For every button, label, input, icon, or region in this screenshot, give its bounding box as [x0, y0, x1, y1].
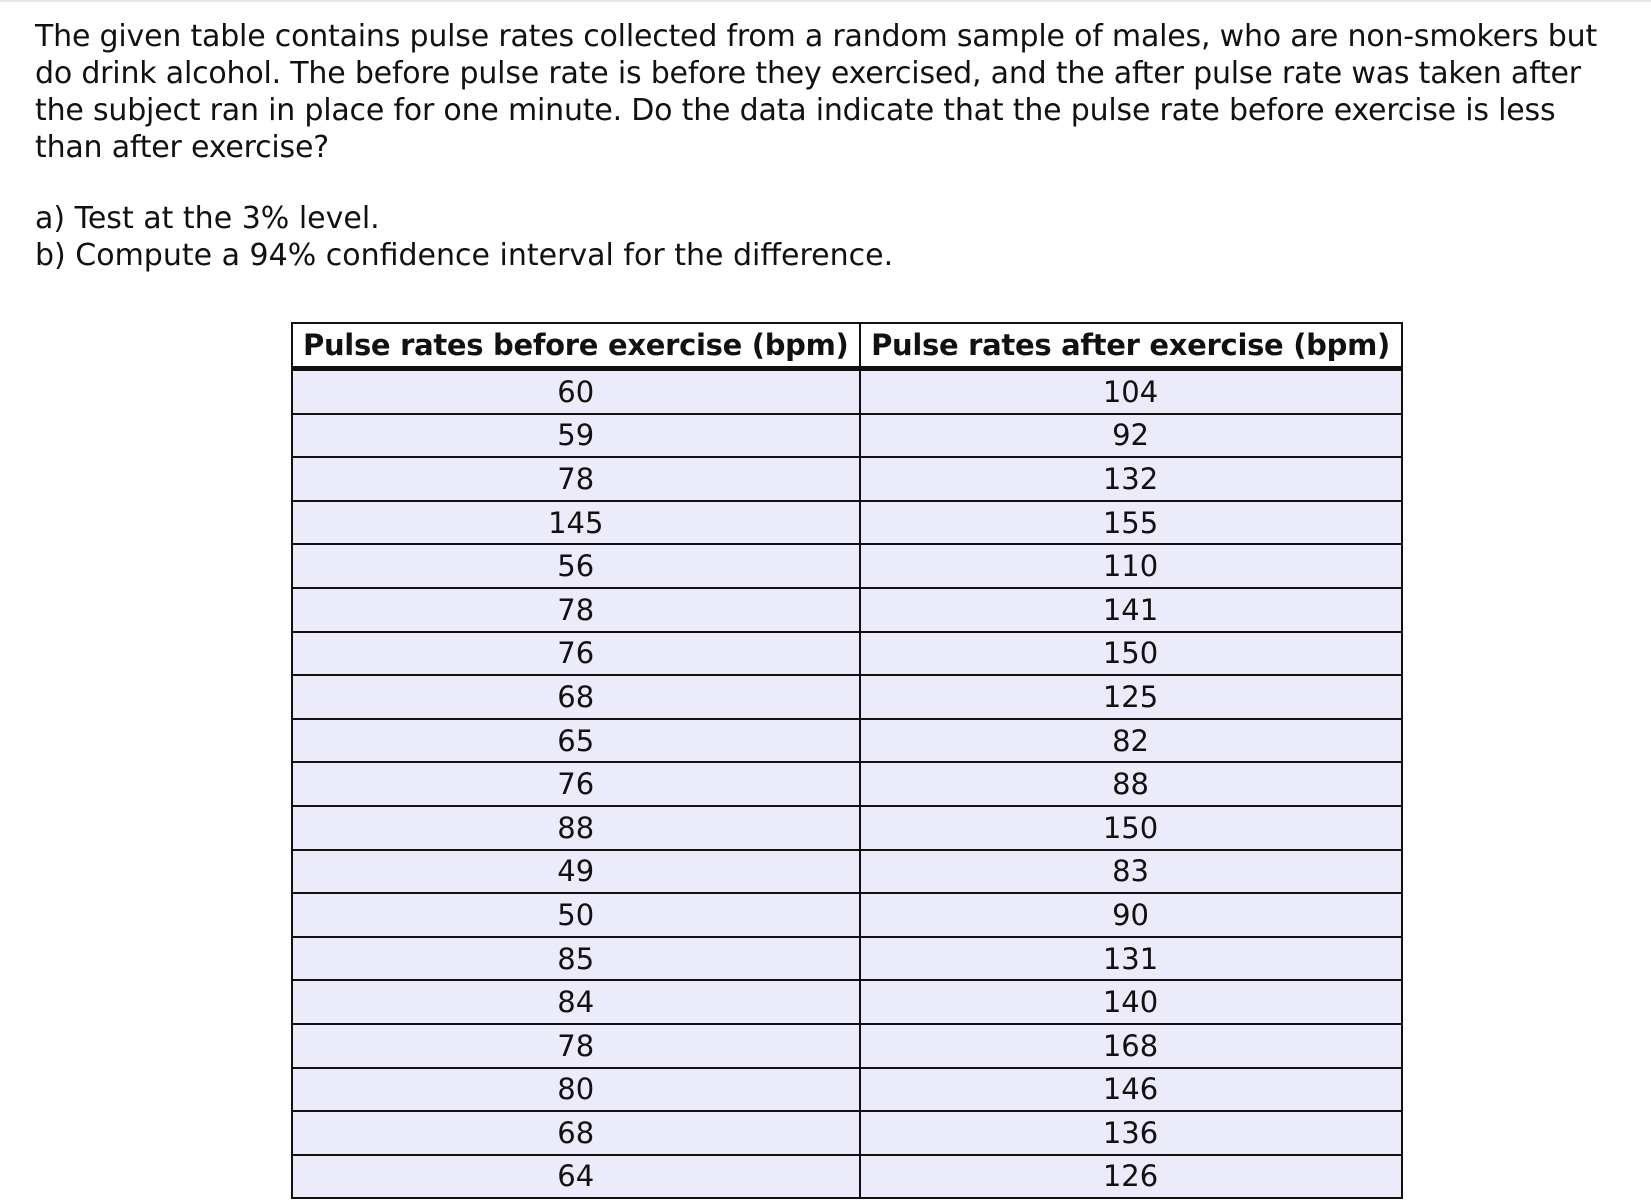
top-divider [0, 0, 1651, 2]
cell-before-exercise: 65 [292, 719, 860, 763]
cell-before-exercise: 49 [292, 850, 860, 894]
table-row [292, 501, 1402, 545]
cell-before-exercise: 68 [292, 1111, 860, 1155]
cell-before-exercise: 85 [292, 937, 860, 981]
cell-after-exercise: 131 [860, 937, 1402, 981]
table-row [292, 719, 1402, 763]
header-after-exercise: Pulse rates after exercise (bpm) [860, 323, 1402, 369]
cell-before-exercise: 80 [292, 1068, 860, 1112]
table-row [292, 632, 1402, 676]
cell-after-exercise: 82 [860, 719, 1402, 763]
cell-before-exercise: 84 [292, 980, 860, 1024]
question-text: The given table contains pulse rates collected from a random sample of males, who are non-smokers but do drink alcohol. The before pulse rate is before they exercised, and the after pulse rate was taken after the subject ran in place for one minute. Do the data indicate that the pulse rate before exercise is less than after exercise? [35, 19, 1598, 165]
cell-after-exercise: 136 [860, 1111, 1402, 1155]
table-row [292, 850, 1402, 894]
cell-after-exercise: 92 [860, 414, 1402, 458]
pulse-rate-table-container [291, 322, 1403, 1199]
cell-after-exercise: 155 [860, 501, 1402, 545]
table-row [292, 1111, 1402, 1155]
cell-before-exercise: 60 [292, 369, 860, 414]
cell-before-exercise: 88 [292, 806, 860, 850]
cell-after-exercise: 150 [860, 806, 1402, 850]
cell-after-exercise: 126 [860, 1155, 1402, 1199]
table-row [292, 544, 1402, 588]
cell-after-exercise: 141 [860, 588, 1402, 632]
table-row [292, 980, 1402, 1024]
cell-before-exercise: 68 [292, 675, 860, 719]
problem-content [35, 18, 1615, 274]
table-body [292, 369, 1402, 1199]
header-before-exercise: Pulse rates before exercise (bpm) [292, 323, 860, 369]
cell-after-exercise: 90 [860, 893, 1402, 937]
table-header-row [292, 323, 1402, 369]
table-row [292, 1068, 1402, 1112]
cell-after-exercise: 104 [860, 369, 1402, 414]
part-a: a) Test at the 3% level. [35, 201, 380, 236]
table-row [292, 414, 1402, 458]
table-row [292, 806, 1402, 850]
table-row [292, 588, 1402, 632]
cell-after-exercise: 83 [860, 850, 1402, 894]
table-row [292, 1024, 1402, 1068]
cell-before-exercise: 56 [292, 544, 860, 588]
table-row [292, 457, 1402, 501]
pulse-rate-table [291, 322, 1403, 1199]
cell-before-exercise: 78 [292, 457, 860, 501]
cell-after-exercise: 110 [860, 544, 1402, 588]
cell-before-exercise: 50 [292, 893, 860, 937]
cell-before-exercise: 78 [292, 1024, 860, 1068]
cell-before-exercise: 64 [292, 1155, 860, 1199]
cell-after-exercise: 132 [860, 457, 1402, 501]
cell-before-exercise: 78 [292, 588, 860, 632]
cell-after-exercise: 125 [860, 675, 1402, 719]
cell-before-exercise: 76 [292, 632, 860, 676]
table-row [292, 893, 1402, 937]
table-row [292, 762, 1402, 806]
cell-after-exercise: 88 [860, 762, 1402, 806]
table-row [292, 675, 1402, 719]
table-row [292, 937, 1402, 981]
cell-before-exercise: 76 [292, 762, 860, 806]
question-parts [35, 200, 1615, 274]
table-row [292, 1155, 1402, 1199]
table-row [292, 369, 1402, 414]
part-b: b) Compute a 94% confidence interval for the difference. [35, 238, 894, 273]
cell-before-exercise: 145 [292, 501, 860, 545]
cell-after-exercise: 140 [860, 980, 1402, 1024]
cell-before-exercise: 59 [292, 414, 860, 458]
cell-after-exercise: 146 [860, 1068, 1402, 1112]
cell-after-exercise: 150 [860, 632, 1402, 676]
cell-after-exercise: 168 [860, 1024, 1402, 1068]
